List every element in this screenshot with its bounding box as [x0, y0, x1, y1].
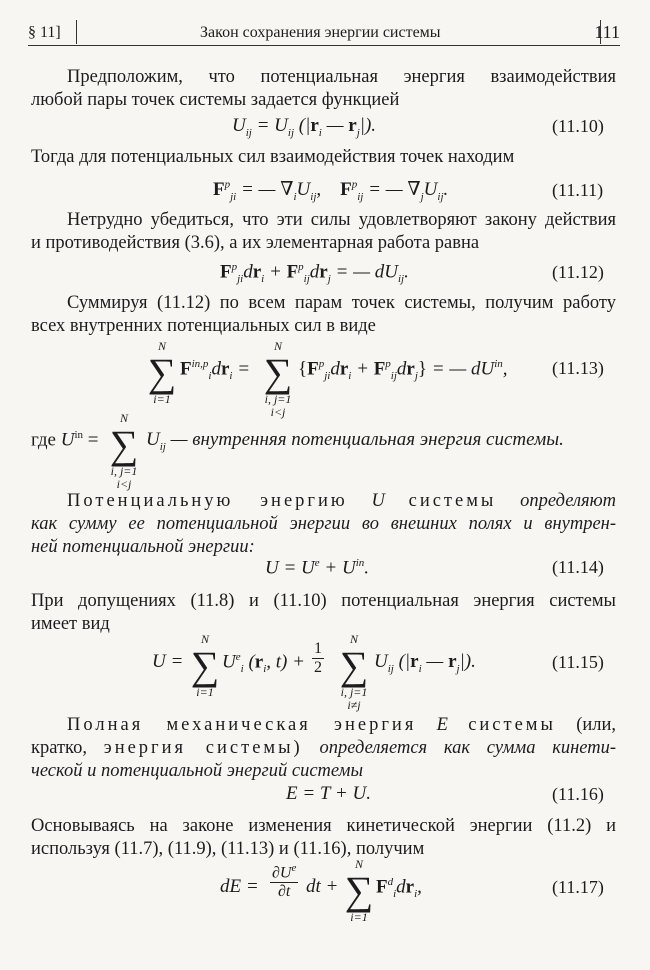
equation-11-15-lhs: U = [152, 651, 184, 672]
paragraph-line: как сумму ее потенциальной энергии во внешних полях и внутрен- [31, 514, 616, 534]
partial-derivative-fraction: $\frac{\partial U^e}{\partial t}$ [272, 862, 297, 901]
equation-number: (11.12) [552, 262, 604, 282]
equation-11-14: $U = U^e + U^{in}$. [265, 557, 370, 579]
equation-number: (11.17) [552, 877, 604, 897]
sum-symbol: N ∑ i, j=1 i<j [109, 411, 139, 491]
paragraph-line: любой пары точек системы задается функцией [31, 90, 400, 110]
paragraph-line: используя (11.7), (11.9), (11.13) и (11.16), получим [31, 839, 425, 859]
definition-phrase: — внутренняя потенциальная энергия системы. [170, 429, 564, 450]
sum-symbol: N ∑ i=1 [344, 857, 374, 924]
fraction-one-half: $\frac{1}{2}$ [314, 640, 322, 676]
equation-11-13-rhs: $\{F^p_{ji}dr_i + F^p_{ij}dr_j\}$ = — $dU^{in}$, [298, 358, 508, 383]
equation-number: (11.13) [552, 358, 604, 378]
equation-number: (11.16) [552, 784, 604, 804]
equation-number: (11.14) [552, 557, 604, 577]
equation-11-10: $U_{ij} = U_{ij}$ ($|r_i$ — $r_j|$). [232, 115, 377, 139]
paragraph-line: Основываясь на законе изменения кинетической энергии (11.2) и [31, 816, 616, 836]
chapter-title: Закон сохранения энергии системы [200, 24, 441, 41]
equation-11-17-lhs: dE = [220, 876, 259, 897]
sum-symbol: N ∑ i=1 [190, 632, 220, 699]
paragraph-line: При допущениях (11.8) и (11.10) потенциальная энергия системы [31, 591, 616, 611]
equation-11-15-term1: $U^e_i$ ($r_i$, t) + [222, 651, 305, 676]
sum-symbol: N ∑ i, j=1 i≠j [339, 632, 369, 712]
equation-11-15-term2: $U_{ij}$ ($|r_i$ — $r_j|$). [374, 651, 476, 675]
definition-prefix: где $U^{in}$ = [31, 429, 99, 451]
equation-11-16: E = T + U. [286, 783, 371, 804]
paragraph-line: ней потенциальной энергии: [31, 537, 255, 557]
where-word: где [31, 429, 56, 451]
paragraph-line: Полная механическая энергия E системы (или, [67, 715, 617, 735]
header-rule [28, 45, 620, 46]
equation-11-11: $F^p_{ji}$ = — $\nabla_iU_{ij}$, $F^p_{ij}$ = — $\nabla_jU_{ij}$. [213, 178, 449, 203]
header-divider [76, 20, 77, 44]
running-header [28, 20, 620, 46]
sum-symbol: N ∑ i=1 [147, 339, 177, 406]
paragraph-line: имеет вид [31, 614, 110, 634]
page-number: 111 [594, 22, 620, 42]
paragraph-line: кратко, энергия системы) определяется как сумма кинети- [31, 738, 617, 758]
definition-text: $U_{ij}$ — внутренняя потенциальная энергия системы. [146, 429, 564, 453]
paragraph-line: Предположим, что потенциальная энергия взаимодействия [67, 67, 616, 87]
paragraph-line: ческой и потенциальной энергий системы [31, 761, 363, 781]
equation-11-12: $F^p_{ji}dr_i + F^p_{ij}dr_j$ = — $dU_{ij}$. [220, 261, 409, 286]
sum-symbol: N ∑ i, j=1 i<j [263, 339, 293, 419]
equation-11-17-mid: dt + [306, 876, 339, 897]
paragraph-line: и противодействия (3.6), а их элементарная работа равна [31, 233, 480, 253]
equation-number: (11.15) [552, 652, 604, 672]
equation-11-17-rhs: $F^d_idr_i$, [376, 876, 422, 901]
equation-number: (11.11) [552, 180, 604, 200]
paragraph-line: Суммируя (11.12) по всем парам точек системы, получим работу [67, 293, 616, 313]
paragraph-line: всех внутренних потенциальных сил в виде [31, 316, 376, 336]
paragraph-line: Тогда для потенциальных сил взаимодействия точек находим [31, 147, 515, 167]
paragraph-line: Потенциальную энергию U системы определяют [67, 491, 617, 511]
section-marker: § 11] [28, 24, 61, 41]
equation-11-13-lhs: $F^{in,p}_idr_i$ = [180, 358, 251, 383]
equation-number: (11.10) [552, 116, 604, 136]
paragraph-line: Нетрудно убедиться, что эти силы удовлетворяют закону действия [67, 210, 616, 230]
